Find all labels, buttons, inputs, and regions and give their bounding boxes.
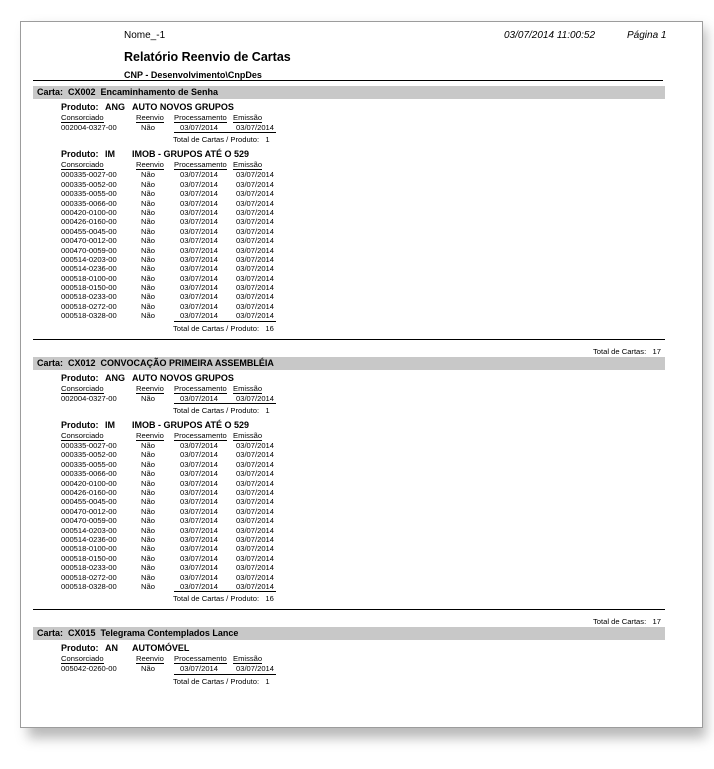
cell-processamento: 03/07/2014 <box>180 264 219 274</box>
produto-code: IM <box>105 149 115 160</box>
cell-emissao: 03/07/2014 <box>236 469 275 479</box>
cell-consorciado: 000335-0027-00 <box>61 441 117 451</box>
cell-reenvio: Não <box>141 301 155 311</box>
cell-emissao: 03/07/2014 <box>236 516 275 526</box>
cell-processamento: 03/07/2014 <box>180 217 219 227</box>
produto-code: IM <box>105 420 115 431</box>
report-page <box>20 21 703 728</box>
cell-reenvio: Não <box>141 506 155 516</box>
report-datetime: 03/07/2014 11:00:52 <box>504 30 596 41</box>
cell-reenvio: Não <box>141 478 155 488</box>
table-row <box>33 460 665 469</box>
table-row <box>33 274 665 283</box>
cell-processamento: 03/07/2014 <box>180 179 219 189</box>
cell-processamento: 03/07/2014 <box>180 393 219 403</box>
table-row <box>33 283 665 292</box>
cell-processamento: 03/07/2014 <box>180 506 219 516</box>
table-row <box>33 573 665 582</box>
cell-consorciado: 000335-0055-00 <box>61 459 117 469</box>
table-row <box>33 554 665 563</box>
produto-total-text: Total de Cartas / Produto: 1 <box>173 406 270 416</box>
cell-emissao: 03/07/2014 <box>236 301 275 311</box>
cell-emissao: 03/07/2014 <box>236 393 275 403</box>
cell-emissao: 03/07/2014 <box>236 563 275 573</box>
cell-emissao: 03/07/2014 <box>236 123 275 132</box>
cell-processamento: 03/07/2014 <box>180 198 219 208</box>
carta-section <box>33 627 665 687</box>
col-consorciado: Consorciado <box>61 431 104 441</box>
cell-reenvio: Não <box>141 572 155 582</box>
cell-consorciado: 000335-0055-00 <box>61 189 117 199</box>
cell-processamento: 03/07/2014 <box>180 254 219 264</box>
cell-reenvio: Não <box>141 497 155 507</box>
col-emissao: Emissão <box>233 383 263 393</box>
table-row <box>33 180 665 189</box>
col-reenvio: Reenvio <box>136 654 164 664</box>
cell-emissao: 03/07/2014 <box>236 311 275 321</box>
column-headers <box>33 655 665 664</box>
produto-name: AUTO NOVOS GRUPOS <box>132 372 234 383</box>
table-row <box>33 526 665 535</box>
col-reenvio: Reenvio <box>136 113 164 122</box>
cell-processamento: 03/07/2014 <box>180 534 219 544</box>
cell-emissao: 03/07/2014 <box>236 254 275 264</box>
cell-emissao: 03/07/2014 <box>236 506 275 516</box>
table-row <box>33 255 665 264</box>
cell-processamento: 03/07/2014 <box>180 170 219 180</box>
produto-header <box>33 642 665 655</box>
col-processamento: Processamento <box>174 160 227 170</box>
cell-reenvio: Não <box>141 487 155 497</box>
cell-processamento: 03/07/2014 <box>180 572 219 582</box>
cell-processamento: 03/07/2014 <box>180 553 219 563</box>
produto-total <box>33 323 665 335</box>
cell-reenvio: Não <box>141 450 155 460</box>
col-emissao: Emissão <box>233 160 263 170</box>
cell-processamento: 03/07/2014 <box>180 283 219 293</box>
cell-reenvio: Não <box>141 179 155 189</box>
col-consorciado: Consorciado <box>61 113 104 122</box>
col-consorciado: Consorciado <box>61 383 104 393</box>
cell-emissao: 03/07/2014 <box>236 525 275 535</box>
cell-processamento: 03/07/2014 <box>180 236 219 246</box>
cell-consorciado: 000514-0203-00 <box>61 254 117 264</box>
produto-code: ANG <box>105 102 125 112</box>
produto-label: Produto: <box>61 643 99 654</box>
table-row <box>33 394 665 403</box>
cell-reenvio: Não <box>141 563 155 573</box>
cell-consorciado: 000335-0052-00 <box>61 450 117 460</box>
cell-reenvio: Não <box>141 273 155 283</box>
cell-processamento: 03/07/2014 <box>180 497 219 507</box>
produto-total-text: Total de Cartas / Produto: 16 <box>173 323 274 333</box>
produto-total <box>33 593 665 605</box>
cell-processamento: 03/07/2014 <box>180 441 219 451</box>
cell-reenvio: Não <box>141 189 155 199</box>
produto-header <box>33 419 665 432</box>
cell-reenvio: Não <box>141 236 155 246</box>
cell-consorciado: 000518-0272-00 <box>61 301 117 311</box>
carta-section <box>33 86 665 357</box>
carta-total: Total de Cartas: 17 <box>593 346 661 356</box>
table-row <box>33 227 665 236</box>
table-row <box>33 664 665 673</box>
produto-header <box>33 372 665 385</box>
produto-label: Produto: <box>61 372 99 383</box>
carta-header-bar: Carta: CX012 CONVOCAÇÃO PRIMEIRA ASSEMBLÉIA <box>33 357 665 370</box>
produto-name: AUTOMÓVEL <box>132 643 190 654</box>
cell-consorciado: 000335-0066-00 <box>61 198 117 208</box>
cell-reenvio: Não <box>141 553 155 563</box>
cell-consorciado: 000335-0027-00 <box>61 170 117 180</box>
cell-reenvio: Não <box>141 292 155 302</box>
cell-processamento: 03/07/2014 <box>180 207 219 217</box>
cell-emissao: 03/07/2014 <box>236 207 275 217</box>
table-row <box>33 469 665 478</box>
cell-consorciado: 000518-0328-00 <box>61 581 117 591</box>
cell-consorciado: 000455-0045-00 <box>61 226 117 236</box>
cell-consorciado: 000518-0100-00 <box>61 544 117 554</box>
produto-label: Produto: <box>61 149 99 160</box>
cell-emissao: 03/07/2014 <box>236 264 275 274</box>
cell-emissao: 03/07/2014 <box>236 217 275 227</box>
col-processamento: Processamento <box>174 654 227 664</box>
column-headers <box>33 385 665 394</box>
table-row <box>33 535 665 544</box>
table-row <box>33 311 665 320</box>
cell-processamento: 03/07/2014 <box>180 301 219 311</box>
cell-processamento: 03/07/2014 <box>180 189 219 199</box>
column-headers <box>33 114 665 123</box>
col-processamento: Processamento <box>174 431 227 441</box>
cell-emissao: 03/07/2014 <box>236 664 275 674</box>
table-row <box>33 544 665 553</box>
cell-reenvio: Não <box>141 198 155 208</box>
table-row <box>33 302 665 311</box>
table-row <box>33 123 665 132</box>
cell-emissao: 03/07/2014 <box>236 553 275 563</box>
cell-processamento: 03/07/2014 <box>180 273 219 283</box>
produto-name: IMOB - GRUPOS ATÉ O 529 <box>132 149 250 160</box>
table-row <box>33 199 665 208</box>
cell-emissao: 03/07/2014 <box>236 179 275 189</box>
cell-processamento: 03/07/2014 <box>180 469 219 479</box>
table-row <box>33 497 665 506</box>
table-row <box>33 189 665 198</box>
cell-reenvio: Não <box>141 283 155 293</box>
produto-label: Produto: <box>61 102 99 112</box>
col-emissao: Emissão <box>233 431 263 441</box>
cell-reenvio: Não <box>141 534 155 544</box>
cell-consorciado: 000518-0233-00 <box>61 292 117 302</box>
produto-code: AN <box>105 643 118 654</box>
carta-footer <box>33 605 665 627</box>
table-row <box>33 516 665 525</box>
cell-reenvio: Não <box>141 516 155 526</box>
cell-consorciado: 000470-0059-00 <box>61 516 117 526</box>
cell-processamento: 03/07/2014 <box>180 563 219 573</box>
cell-processamento: 03/07/2014 <box>180 459 219 469</box>
cell-reenvio: Não <box>141 581 155 591</box>
produto-header <box>33 101 665 114</box>
report-title: Relatório Reenvio de Cartas <box>124 50 291 64</box>
cell-processamento: 03/07/2014 <box>180 581 219 591</box>
cell-consorciado: 000426-0160-00 <box>61 217 117 227</box>
carta-header-bar: Carta: CX015 Telegrama Contemplados Lance <box>33 627 665 640</box>
cell-consorciado: 000518-0328-00 <box>61 311 117 321</box>
col-processamento: Processamento <box>174 383 227 393</box>
cell-consorciado: 000420-0100-00 <box>61 478 117 488</box>
cell-reenvio: Não <box>141 393 155 403</box>
cell-emissao: 03/07/2014 <box>236 245 275 255</box>
carta-section <box>33 357 665 628</box>
cell-consorciado: 000335-0052-00 <box>61 179 117 189</box>
cell-consorciado: 000426-0160-00 <box>61 487 117 497</box>
cell-processamento: 03/07/2014 <box>180 478 219 488</box>
table-row <box>33 563 665 572</box>
cell-emissao: 03/07/2014 <box>236 497 275 507</box>
cell-reenvio: Não <box>141 123 155 132</box>
cell-consorciado: 000514-0236-00 <box>61 264 117 274</box>
report-subtitle: CNP - Desenvolvimento\CnpDes <box>124 70 262 80</box>
produto-total-text: Total de Cartas / Produto: 1 <box>173 135 270 145</box>
cell-emissao: 03/07/2014 <box>236 273 275 283</box>
cell-consorciado: 002004-0327-00 <box>61 393 117 403</box>
table-row <box>33 264 665 273</box>
cell-consorciado: 000455-0045-00 <box>61 497 117 507</box>
table-row <box>33 582 665 591</box>
report-body <box>33 86 665 688</box>
cell-emissao: 03/07/2014 <box>236 170 275 180</box>
cell-consorciado: 000335-0066-00 <box>61 469 117 479</box>
cell-consorciado: 000518-0150-00 <box>61 283 117 293</box>
cell-emissao: 03/07/2014 <box>236 534 275 544</box>
table-row <box>33 217 665 226</box>
carta-total: Total de Cartas: 17 <box>593 617 661 627</box>
produto-name: AUTO NOVOS GRUPOS <box>132 102 234 112</box>
cell-consorciado: 000518-0100-00 <box>61 273 117 283</box>
carta-header-bar: Carta: CX002 Encaminhamento de Senha <box>33 86 665 99</box>
column-headers <box>33 161 665 170</box>
cell-emissao: 03/07/2014 <box>236 283 275 293</box>
cell-consorciado: 000518-0233-00 <box>61 563 117 573</box>
cell-processamento: 03/07/2014 <box>180 664 219 674</box>
table-row <box>33 479 665 488</box>
cell-processamento: 03/07/2014 <box>180 292 219 302</box>
col-reenvio: Reenvio <box>136 431 164 441</box>
cell-processamento: 03/07/2014 <box>180 450 219 460</box>
table-row <box>33 208 665 217</box>
produto-name: IMOB - GRUPOS ATÉ O 529 <box>132 420 250 431</box>
cell-emissao: 03/07/2014 <box>236 572 275 582</box>
carta-divider <box>33 609 665 610</box>
cell-reenvio: Não <box>141 245 155 255</box>
produto-total-text: Total de Cartas / Produto: 16 <box>173 594 274 604</box>
cell-reenvio: Não <box>141 544 155 554</box>
cell-emissao: 03/07/2014 <box>236 226 275 236</box>
cell-consorciado: 000470-0012-00 <box>61 506 117 516</box>
cell-consorciado: 000470-0012-00 <box>61 236 117 246</box>
cell-emissao: 03/07/2014 <box>236 544 275 554</box>
cell-processamento: 03/07/2014 <box>180 516 219 526</box>
produto-total <box>33 405 665 417</box>
cell-reenvio: Não <box>141 217 155 227</box>
col-emissao: Emissão <box>233 654 263 664</box>
produto-total-text: Total de Cartas / Produto: 1 <box>173 676 270 686</box>
cell-emissao: 03/07/2014 <box>236 236 275 246</box>
table-row <box>33 488 665 497</box>
cell-emissao: 03/07/2014 <box>236 441 275 451</box>
carta-footer <box>33 335 665 357</box>
carta-divider <box>33 339 665 340</box>
cell-emissao: 03/07/2014 <box>236 292 275 302</box>
cell-reenvio: Não <box>141 311 155 321</box>
cell-processamento: 03/07/2014 <box>180 245 219 255</box>
cell-consorciado: 000470-0059-00 <box>61 245 117 255</box>
cell-consorciado: 000518-0272-00 <box>61 572 117 582</box>
col-reenvio: Reenvio <box>136 160 164 170</box>
table-row <box>33 507 665 516</box>
cell-reenvio: Não <box>141 226 155 236</box>
col-consorciado: Consorciado <box>61 160 104 170</box>
col-reenvio: Reenvio <box>136 383 164 393</box>
cell-reenvio: Não <box>141 459 155 469</box>
produto-total <box>33 134 665 146</box>
cell-reenvio: Não <box>141 207 155 217</box>
column-headers <box>33 432 665 441</box>
table-row <box>33 236 665 245</box>
produto-code: ANG <box>105 372 125 383</box>
cell-processamento: 03/07/2014 <box>180 226 219 236</box>
produto-header <box>33 148 665 161</box>
cell-consorciado: 000514-0236-00 <box>61 534 117 544</box>
col-consorciado: Consorciado <box>61 654 104 664</box>
cell-reenvio: Não <box>141 664 155 674</box>
header-divider <box>33 80 663 81</box>
cell-emissao: 03/07/2014 <box>236 487 275 497</box>
cell-emissao: 03/07/2014 <box>236 198 275 208</box>
table-row <box>33 246 665 255</box>
cell-reenvio: Não <box>141 170 155 180</box>
cell-consorciado: 000514-0203-00 <box>61 525 117 535</box>
cell-processamento: 03/07/2014 <box>180 123 219 132</box>
cell-consorciado: 000518-0150-00 <box>61 553 117 563</box>
produto-total <box>33 676 665 688</box>
cell-reenvio: Não <box>141 469 155 479</box>
table-row <box>33 441 665 450</box>
cell-consorciado: 002004-0327-00 <box>61 123 117 132</box>
cell-emissao: 03/07/2014 <box>236 581 275 591</box>
table-row <box>33 292 665 301</box>
cell-reenvio: Não <box>141 525 155 535</box>
table-row <box>33 170 665 179</box>
cell-emissao: 03/07/2014 <box>236 478 275 488</box>
cell-processamento: 03/07/2014 <box>180 311 219 321</box>
col-emissao: Emissão <box>233 113 263 122</box>
page-number: Página 1 <box>627 30 667 41</box>
cell-consorciado: 000420-0100-00 <box>61 207 117 217</box>
table-row <box>33 450 665 459</box>
cell-processamento: 03/07/2014 <box>180 544 219 554</box>
cell-reenvio: Não <box>141 254 155 264</box>
col-processamento: Processamento <box>174 113 227 122</box>
report-name: Nome_-1 <box>124 30 166 41</box>
cell-processamento: 03/07/2014 <box>180 487 219 497</box>
cell-reenvio: Não <box>141 264 155 274</box>
produto-label: Produto: <box>61 420 99 431</box>
cell-emissao: 03/07/2014 <box>236 189 275 199</box>
cell-consorciado: 005042-0260-00 <box>61 664 117 674</box>
cell-emissao: 03/07/2014 <box>236 459 275 469</box>
cell-reenvio: Não <box>141 441 155 451</box>
cell-processamento: 03/07/2014 <box>180 525 219 535</box>
cell-emissao: 03/07/2014 <box>236 450 275 460</box>
